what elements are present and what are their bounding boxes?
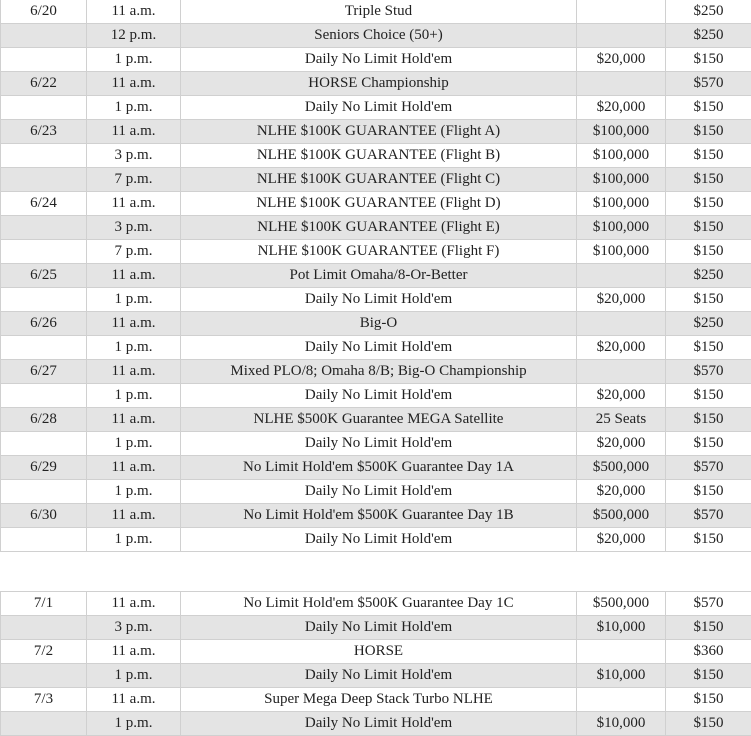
table-row [1,240,751,264]
time-cell: 1 p.m. [87,480,181,504]
date-cell: 6/20 [1,0,87,24]
guarantee-cell: $100,000 [577,144,666,168]
date-cell: 7/2 [1,640,87,664]
date-cell [1,664,87,688]
buy-in-cell: $150 [666,688,751,712]
time-cell: 11 a.m. [87,0,181,24]
guarantee-cell: $20,000 [577,384,666,408]
date-cell [1,384,87,408]
table-row [1,288,751,312]
date-cell [1,96,87,120]
date-cell: 6/23 [1,120,87,144]
time-cell: 3 p.m. [87,616,181,640]
event-name-cell: Daily No Limit Hold'em [181,336,577,360]
event-name-cell: HORSE [181,640,577,664]
time-cell: 3 p.m. [87,216,181,240]
buy-in-cell: $150 [666,288,751,312]
table-spacer [0,552,751,591]
table-row [1,480,751,504]
buy-in-cell: $150 [666,528,751,552]
schedule-body-june [1,0,751,552]
date-cell [1,480,87,504]
table-row [1,48,751,72]
event-name-cell: Daily No Limit Hold'em [181,480,577,504]
guarantee-cell: $500,000 [577,504,666,528]
guarantee-cell: $20,000 [577,288,666,312]
guarantee-cell: $20,000 [577,48,666,72]
event-name-cell: Daily No Limit Hold'em [181,384,577,408]
buy-in-cell: $570 [666,592,751,616]
date-cell [1,712,87,736]
event-name-cell: HORSE Championship [181,72,577,96]
time-cell: 7 p.m. [87,168,181,192]
time-cell: 11 a.m. [87,592,181,616]
table-row [1,688,751,712]
table-row [1,96,751,120]
buy-in-cell: $150 [666,96,751,120]
table-row [1,72,751,96]
guarantee-cell: $100,000 [577,192,666,216]
date-cell: 6/29 [1,456,87,480]
table-row [1,24,751,48]
guarantee-cell: 25 Seats [577,408,666,432]
guarantee-cell [577,24,666,48]
date-cell [1,168,87,192]
date-cell [1,288,87,312]
guarantee-cell: $100,000 [577,120,666,144]
guarantee-cell: $10,000 [577,664,666,688]
event-name-cell: NLHE $100K GUARANTEE (Flight D) [181,192,577,216]
buy-in-cell: $150 [666,384,751,408]
event-name-cell: Daily No Limit Hold'em [181,528,577,552]
time-cell: 11 a.m. [87,456,181,480]
date-cell: 6/26 [1,312,87,336]
time-cell: 12 p.m. [87,24,181,48]
date-cell: 6/22 [1,72,87,96]
time-cell: 11 a.m. [87,312,181,336]
guarantee-cell [577,360,666,384]
buy-in-cell: $250 [666,0,751,24]
time-cell: 11 a.m. [87,640,181,664]
date-cell: 7/3 [1,688,87,712]
table-row [1,712,751,736]
event-name-cell: No Limit Hold'em $500K Guarantee Day 1C [181,592,577,616]
buy-in-cell: $360 [666,640,751,664]
time-cell: 1 p.m. [87,432,181,456]
event-name-cell: Daily No Limit Hold'em [181,664,577,688]
date-cell [1,240,87,264]
buy-in-cell: $570 [666,504,751,528]
guarantee-cell: $500,000 [577,456,666,480]
buy-in-cell: $570 [666,360,751,384]
date-cell [1,336,87,360]
time-cell: 11 a.m. [87,504,181,528]
time-cell: 11 a.m. [87,120,181,144]
buy-in-cell: $250 [666,312,751,336]
guarantee-cell [577,0,666,24]
time-cell: 11 a.m. [87,72,181,96]
date-cell [1,216,87,240]
table-row [1,216,751,240]
guarantee-cell: $10,000 [577,712,666,736]
table-row [1,528,751,552]
buy-in-cell: $150 [666,192,751,216]
event-name-cell: Super Mega Deep Stack Turbo NLHE [181,688,577,712]
date-cell: 6/24 [1,192,87,216]
table-row [1,456,751,480]
time-cell: 7 p.m. [87,240,181,264]
time-cell: 1 p.m. [87,48,181,72]
guarantee-cell [577,264,666,288]
time-cell: 1 p.m. [87,712,181,736]
event-name-cell: NLHE $100K GUARANTEE (Flight B) [181,144,577,168]
buy-in-cell: $150 [666,144,751,168]
table-row [1,504,751,528]
event-name-cell: Triple Stud [181,0,577,24]
guarantee-cell: $100,000 [577,168,666,192]
table-row [1,408,751,432]
time-cell: 1 p.m. [87,384,181,408]
time-cell: 11 a.m. [87,688,181,712]
table-row [1,312,751,336]
event-name-cell: Mixed PLO/8; Omaha 8/B; Big-O Championship [181,360,577,384]
table-row [1,336,751,360]
buy-in-cell: $150 [666,336,751,360]
table-row [1,616,751,640]
time-cell: 1 p.m. [87,96,181,120]
date-cell [1,24,87,48]
table-row [1,0,751,24]
time-cell: 11 a.m. [87,192,181,216]
date-cell: 6/30 [1,504,87,528]
guarantee-cell: $20,000 [577,96,666,120]
date-cell [1,144,87,168]
buy-in-cell: $150 [666,216,751,240]
table-row [1,144,751,168]
guarantee-cell: $100,000 [577,216,666,240]
event-name-cell: NLHE $100K GUARANTEE (Flight F) [181,240,577,264]
buy-in-cell: $150 [666,48,751,72]
guarantee-cell: $20,000 [577,336,666,360]
date-cell [1,616,87,640]
table-row [1,192,751,216]
time-cell: 1 p.m. [87,288,181,312]
time-cell: 1 p.m. [87,528,181,552]
event-name-cell: No Limit Hold'em $500K Guarantee Day 1A [181,456,577,480]
schedule-body-july [1,592,751,736]
guarantee-cell: $100,000 [577,240,666,264]
event-name-cell: Daily No Limit Hold'em [181,432,577,456]
buy-in-cell: $150 [666,432,751,456]
event-name-cell: Daily No Limit Hold'em [181,48,577,72]
guarantee-cell [577,312,666,336]
buy-in-cell: $250 [666,24,751,48]
time-cell: 11 a.m. [87,408,181,432]
schedule-table-july [0,591,751,736]
buy-in-cell: $150 [666,120,751,144]
guarantee-cell: $20,000 [577,528,666,552]
table-row [1,384,751,408]
buy-in-cell: $150 [666,712,751,736]
time-cell: 11 a.m. [87,360,181,384]
date-cell: 6/25 [1,264,87,288]
buy-in-cell: $250 [666,264,751,288]
event-name-cell: Seniors Choice (50+) [181,24,577,48]
time-cell: 1 p.m. [87,336,181,360]
date-cell: 7/1 [1,592,87,616]
buy-in-cell: $150 [666,408,751,432]
table-row [1,640,751,664]
date-cell [1,528,87,552]
time-cell: 11 a.m. [87,264,181,288]
guarantee-cell [577,72,666,96]
event-name-cell: NLHE $500K Guarantee MEGA Satellite [181,408,577,432]
buy-in-cell: $570 [666,456,751,480]
event-name-cell: NLHE $100K GUARANTEE (Flight A) [181,120,577,144]
event-name-cell: Pot Limit Omaha/8-Or-Better [181,264,577,288]
guarantee-cell: $20,000 [577,432,666,456]
time-cell: 3 p.m. [87,144,181,168]
guarantee-cell: $20,000 [577,480,666,504]
table-row [1,264,751,288]
date-cell: 6/27 [1,360,87,384]
guarantee-cell [577,688,666,712]
event-name-cell: Big-O [181,312,577,336]
event-name-cell: Daily No Limit Hold'em [181,616,577,640]
event-name-cell: Daily No Limit Hold'em [181,712,577,736]
time-cell: 1 p.m. [87,664,181,688]
date-cell [1,432,87,456]
buy-in-cell: $150 [666,616,751,640]
guarantee-cell: $10,000 [577,616,666,640]
buy-in-cell: $150 [666,240,751,264]
event-name-cell: NLHE $100K GUARANTEE (Flight C) [181,168,577,192]
date-cell: 6/28 [1,408,87,432]
date-cell [1,48,87,72]
table-row [1,592,751,616]
buy-in-cell: $150 [666,480,751,504]
event-name-cell: No Limit Hold'em $500K Guarantee Day 1B [181,504,577,528]
event-name-cell: Daily No Limit Hold'em [181,288,577,312]
event-name-cell: NLHE $100K GUARANTEE (Flight E) [181,216,577,240]
guarantee-cell: $500,000 [577,592,666,616]
guarantee-cell [577,640,666,664]
buy-in-cell: $150 [666,664,751,688]
buy-in-cell: $150 [666,168,751,192]
table-row [1,168,751,192]
table-row [1,120,751,144]
event-name-cell: Daily No Limit Hold'em [181,96,577,120]
buy-in-cell: $570 [666,72,751,96]
table-row [1,360,751,384]
table-row [1,664,751,688]
table-row [1,432,751,456]
